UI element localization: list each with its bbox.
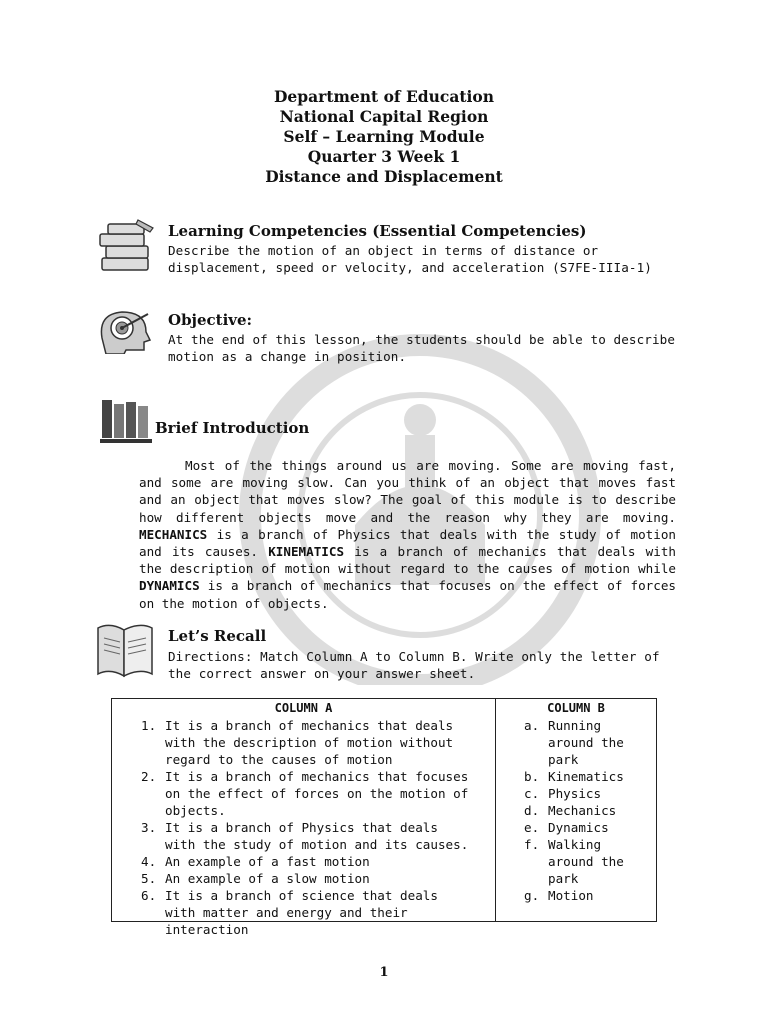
item-text: It is a branch of mechanics that deals with the description of motion without regard to the causes of motion	[165, 718, 454, 767]
item-text: It is a branch of science that deals with matter and energy and their interaction	[165, 888, 438, 937]
column-b-list	[496, 717, 656, 904]
column-a-item	[112, 819, 475, 853]
recall-directions-2: the correct answer on your answer sheet.	[168, 666, 476, 681]
item-letter: a.	[524, 718, 540, 733]
objective-line-1: At the end of this lesson, the students should be able to describe	[168, 332, 676, 347]
item-number: 5.	[141, 871, 157, 886]
header-topic: Distance and Displacement	[265, 167, 503, 186]
item-letter: b.	[524, 769, 540, 784]
competencies-line-2: displacement, speed or velocity, and acceleration (S7FE-IIIa-1)	[168, 260, 652, 275]
module-header	[0, 87, 768, 187]
intro-text-2: is a branch of Physics that deals with the study of motion and its causes.	[139, 526, 676, 560]
matching-table	[111, 698, 657, 937]
item-letter: c.	[524, 786, 540, 801]
column-a-list	[112, 717, 495, 938]
item-text: An example of a slow motion	[165, 871, 370, 886]
column-a-item	[112, 717, 475, 768]
item-letter: g.	[524, 888, 540, 903]
item-text: Dynamics	[548, 820, 609, 835]
item-text: It is a branch of mechanics that focuses on the effect of forces on the motion of objects.	[165, 769, 469, 818]
item-text: Physics	[548, 786, 602, 801]
intro-text-1: Most of the things around us are moving. Some are moving fast, and some are moving slow. Can you think of an object that moves fast and an object that moves slow? The goal of this module is to describe how different objects move and the reason why they are moving.	[139, 458, 676, 525]
column-b-item	[496, 819, 648, 836]
competencies-line-1: Describe the motion of an object in terms of distance or	[168, 243, 599, 258]
recall-title: Let’s Recall	[168, 627, 267, 645]
item-number: 6.	[141, 888, 157, 903]
item-number: 4.	[141, 854, 157, 869]
intro-text-4: is a branch of mechanics that focuses on the effect of forces on the motion of objects.	[139, 578, 676, 611]
objective-title: Objective:	[168, 311, 253, 329]
intro-paragraph	[139, 457, 676, 612]
target-head-icon	[96, 308, 156, 354]
books-icon	[98, 218, 156, 276]
column-b-item	[496, 887, 648, 904]
header-module-type: Self – Learning Module	[283, 127, 485, 146]
column-b-item	[496, 768, 648, 785]
item-letter: d.	[524, 803, 540, 818]
column-b-item	[496, 836, 648, 887]
term-mechanics: MECHANICS	[139, 526, 208, 542]
item-number: 3.	[141, 820, 157, 835]
column-a-item	[112, 853, 475, 870]
item-number: 1.	[141, 718, 157, 733]
item-text: Mechanics	[548, 803, 617, 818]
column-b-header: COLUMN B	[547, 701, 605, 715]
column-a-item	[112, 768, 475, 819]
intro-text-3: is a branch of mechanics that deals with the description of motion without regard to the causes of motion while	[139, 544, 676, 577]
header-region: National Capital Region	[279, 107, 489, 126]
column-a-header: COLUMN A	[274, 701, 333, 715]
item-number: 2.	[141, 769, 157, 784]
item-letter: f.	[524, 837, 540, 852]
term-dynamics: DYNAMICS	[139, 578, 200, 594]
item-text: Walking around the park	[548, 837, 624, 886]
item-text: It is a branch of Physics that deals with the study of motion and its causes.	[165, 820, 469, 852]
item-letter: e.	[524, 820, 540, 835]
column-b-item	[496, 717, 648, 768]
column-b-item	[496, 785, 648, 802]
column-b	[496, 699, 656, 921]
item-text: Kinematics	[548, 769, 624, 784]
item-text: An example of a fast motion	[165, 854, 370, 869]
objective-line-2: motion as a change in position.	[168, 349, 407, 364]
term-kinematics: KINEMATICS	[268, 544, 345, 560]
open-book-icon	[94, 620, 156, 680]
header-quarter-week: Quarter 3 Week 1	[307, 147, 461, 166]
page-number: 1	[379, 965, 389, 980]
column-a	[112, 699, 496, 937]
header-department: Department of Education	[273, 87, 495, 106]
column-a-item	[112, 887, 475, 938]
recall-directions-1: Directions: Match Column A to Column B. Write only the letter of	[168, 649, 660, 664]
intro-title: Brief Introduction	[155, 419, 310, 437]
column-a-item	[112, 870, 475, 887]
column-b-item	[496, 802, 648, 819]
bookshelf-icon	[100, 398, 152, 444]
item-text: Running around the park	[548, 718, 624, 767]
competencies-title: Learning Competencies (Essential Competencies)	[168, 222, 587, 240]
item-text: Motion	[548, 888, 594, 903]
